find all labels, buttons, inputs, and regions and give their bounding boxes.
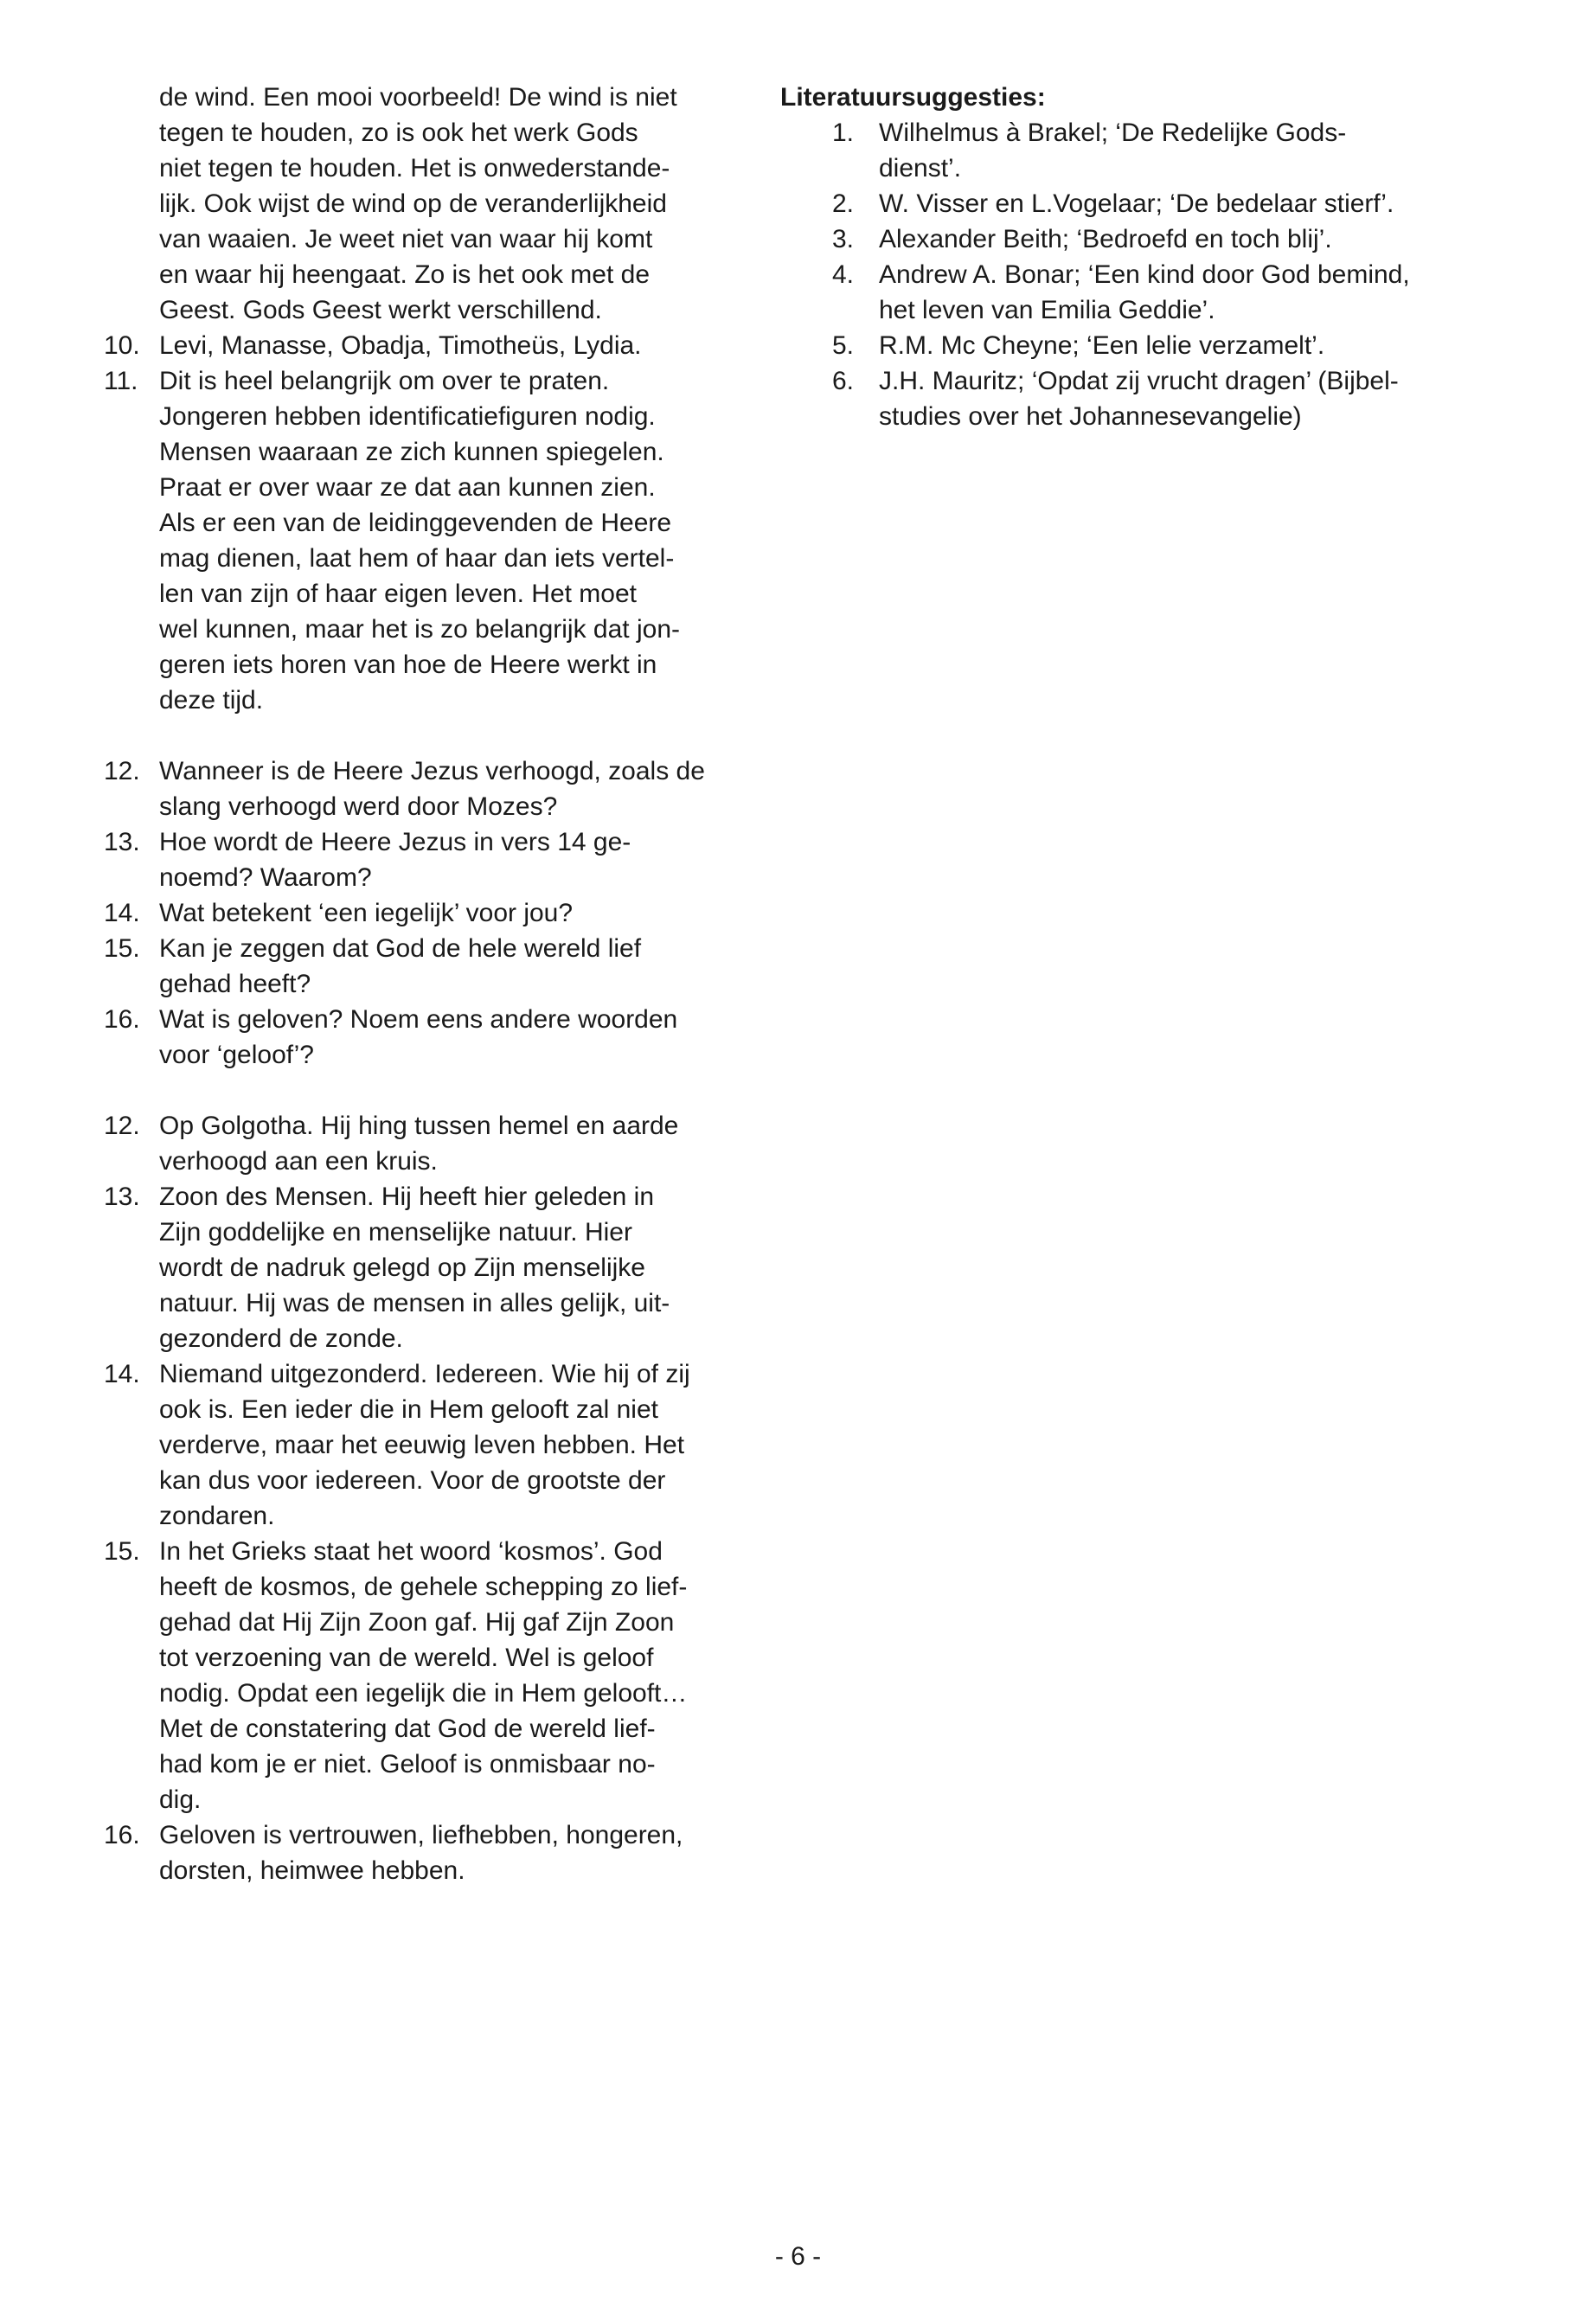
item-text: dienst’. (879, 154, 962, 183)
item-number: 15. (104, 1537, 140, 1566)
text-line (104, 1427, 761, 1463)
text-line (104, 1747, 761, 1782)
item-text: gehad heeft? (159, 970, 311, 998)
section-block (104, 1108, 761, 1888)
item-text: Praat er over waar ze dat aan kunnen zien. (159, 473, 656, 502)
text-line (104, 1534, 761, 1569)
text-line (104, 1250, 761, 1285)
item-text: Levi, Manasse, Obadja, Timotheüs, Lydia. (159, 331, 642, 360)
item-text: noemd? Waarom? (159, 863, 372, 892)
item-text: nodig. Opdat een iegelijk die in Hem gelooft… (159, 1679, 688, 1708)
item-number: 12. (104, 757, 140, 785)
text-line (780, 115, 1524, 151)
item-number: 4. (832, 260, 855, 289)
text-line (104, 1215, 761, 1250)
item-number: 14. (104, 899, 140, 927)
item-number: 16. (104, 1821, 140, 1849)
item-text: ook is. Een ieder die in Hem gelooft zal niet (159, 1395, 658, 1424)
text-line (104, 753, 761, 789)
list-item (104, 1356, 761, 1534)
text-line (104, 1002, 761, 1037)
item-text: J.H. Mauritz; ‘Opdat zij vrucht dragen’ (Bijbel- (879, 367, 1399, 395)
item-text: het leven van Emilia Geddie’. (879, 296, 1215, 324)
item-text: Kan je zeggen dat God de hele wereld lief (159, 934, 642, 963)
text-line (104, 1321, 761, 1356)
item-number: 2. (832, 189, 855, 218)
literature-heading: Literatuursuggesties: (780, 83, 1046, 112)
text-line (780, 328, 1524, 363)
text-line (104, 541, 761, 576)
item-text: kan dus voor iedereen. Voor de grootste der (159, 1466, 666, 1495)
text-line (104, 1179, 761, 1215)
list-item (104, 1817, 761, 1888)
item-number: 1. (832, 119, 855, 147)
spacer (104, 1073, 761, 1108)
item-text: had kom je er niet. Geloof is onmisbaar no- (159, 1750, 656, 1779)
item-text: deze tijd. (159, 686, 264, 715)
item-number: 14. (104, 1360, 140, 1388)
text-line (780, 257, 1524, 292)
item-text: gezonderd de zonde. (159, 1324, 403, 1353)
item-number: 16. (104, 1005, 140, 1034)
text-line (104, 1569, 761, 1605)
item-text: geren iets horen van hoe de Heere werkt in (159, 651, 657, 679)
text-line (104, 470, 761, 505)
text-line (104, 612, 761, 647)
item-text: In het Grieks staat het woord ‘kosmos’. God (159, 1537, 663, 1566)
text-line (104, 1498, 761, 1534)
item-text: en waar hij heengaat. Zo is het ook met de (159, 260, 651, 289)
list-item (104, 1534, 761, 1817)
list-item (780, 257, 1524, 328)
list-item (104, 895, 761, 931)
text-line (104, 1711, 761, 1747)
text-line (104, 186, 761, 221)
text-line (104, 292, 761, 328)
left-column (104, 80, 761, 1888)
text-line (104, 860, 761, 895)
item-text: slang verhoogd werd door Mozes? (159, 792, 558, 821)
text-line (104, 1356, 761, 1392)
item-text: tegen te houden, zo is ook het werk Gods (159, 119, 638, 147)
item-text: Geest. Gods Geest werkt verschillend. (159, 296, 602, 324)
item-text: Alexander Beith; ‘Bedroefd en toch blij’. (879, 225, 1332, 253)
list-item (104, 824, 761, 895)
item-text: dorsten, heimwee hebben. (159, 1856, 465, 1885)
text-line (780, 221, 1524, 257)
item-text: Hoe wordt de Heere Jezus in vers 14 ge- (159, 828, 631, 856)
item-text: Wilhelmus à Brakel; ‘De Redelijke Gods- (879, 119, 1347, 147)
text-line (104, 1144, 761, 1179)
list-item (780, 221, 1524, 257)
list-item (780, 363, 1524, 434)
text-line (104, 434, 761, 470)
text-line (104, 1853, 761, 1888)
item-text: niet tegen te houden. Het is onwederstande- (159, 154, 670, 183)
text-line (104, 931, 761, 966)
list-item (104, 328, 761, 363)
text-line (104, 1392, 761, 1427)
text-line (104, 80, 761, 115)
spacer (104, 718, 761, 753)
text-line (104, 221, 761, 257)
item-number: 3. (832, 225, 855, 253)
item-text: Wat is geloven? Noem eens andere woorden (159, 1005, 678, 1034)
list-item (104, 80, 761, 328)
item-text: natuur. Hij was de mensen in alles gelijk, uit- (159, 1289, 670, 1317)
item-text: wordt de nadruk gelegd op Zijn menselijke (159, 1253, 645, 1282)
text-line (780, 292, 1524, 328)
text-line (104, 683, 761, 718)
text-line (780, 186, 1524, 221)
text-line (104, 151, 761, 186)
item-number: 13. (104, 1183, 140, 1211)
item-text: Niemand uitgezonderd. Iedereen. Wie hij of zij (159, 1360, 690, 1388)
section-block (104, 80, 761, 718)
item-text: R.M. Mc Cheyne; ‘Een lelie verzamelt’. (879, 331, 1325, 360)
list-item (104, 1002, 761, 1073)
list-item (780, 186, 1524, 221)
item-text: van waaien. Je weet niet van waar hij komt (159, 225, 653, 253)
item-text: heeft de kosmos, de gehele schepping zo lief- (159, 1573, 688, 1601)
text-line (104, 1782, 761, 1817)
item-text: W. Visser en L.Vogelaar; ‘De bedelaar stierf’. (879, 189, 1394, 218)
item-number: 12. (104, 1112, 140, 1140)
item-text: Wanneer is de Heere Jezus verhoogd, zoals de (159, 757, 705, 785)
item-text: Met de constatering dat God de wereld lief- (159, 1715, 656, 1743)
list-item (780, 115, 1524, 186)
text-line (104, 1285, 761, 1321)
item-text: Als er een van de leidinggevenden de Heere (159, 509, 672, 537)
list-item (104, 363, 761, 718)
item-text: Andrew A. Bonar; ‘Een kind door God bemind, (879, 260, 1410, 289)
text-line (104, 895, 761, 931)
item-text: voor ‘geloof’? (159, 1041, 314, 1069)
right-column (780, 80, 1524, 434)
item-text: Zijn goddelijke en menselijke natuur. Hier (159, 1218, 632, 1247)
item-text: lijk. Ook wijst de wind op de veranderlijkheid (159, 189, 667, 218)
item-text: wel kunnen, maar het is zo belangrijk dat jon- (159, 615, 680, 644)
list-item (104, 1179, 761, 1356)
text-line (104, 505, 761, 541)
item-text: studies over het Johannesevangelie) (879, 402, 1302, 431)
text-line (104, 789, 761, 824)
item-text: de wind. Een mooi voorbeeld! De wind is niet (159, 83, 677, 112)
page-number: - 6 - (774, 2242, 822, 2271)
text-line (104, 1463, 761, 1498)
text-line (104, 257, 761, 292)
item-text: dig. (159, 1785, 202, 1814)
item-text: tot verzoening van de wereld. Wel is geloof (159, 1644, 654, 1672)
item-number: 11. (104, 367, 138, 395)
item-text: Geloven is vertrouwen, liefhebben, hongeren, (159, 1821, 683, 1849)
item-text: Zoon des Mensen. Hij heeft hier geleden in (159, 1183, 655, 1211)
item-text: zondaren. (159, 1502, 275, 1530)
item-text: verderve, maar het eeuwig leven hebben. Het (159, 1431, 685, 1459)
text-line (780, 399, 1524, 434)
text-line (104, 824, 761, 860)
text-line (104, 1817, 761, 1853)
section-block (104, 753, 761, 1073)
text-line (104, 576, 761, 612)
item-text: len van zijn of haar eigen leven. Het moet (159, 580, 637, 608)
item-text: verhoogd aan een kruis. (159, 1147, 438, 1176)
text-line (104, 363, 761, 399)
item-text: Jongeren hebben identificatiefiguren nodig. (159, 402, 656, 431)
item-number: 10. (104, 331, 140, 360)
list-item (104, 1108, 761, 1179)
item-number: 6. (832, 367, 855, 395)
item-text: Mensen waaraan ze zich kunnen spiegelen. (159, 438, 664, 466)
text-line (104, 647, 761, 683)
list-item (780, 328, 1524, 363)
list-item (104, 753, 761, 824)
item-number: 13. (104, 828, 140, 856)
text-line (104, 1676, 761, 1711)
item-text: gehad dat Hij Zijn Zoon gaf. Hij gaf Zijn Zoon (159, 1608, 675, 1637)
item-text: Dit is heel belangrijk om over te praten. (159, 367, 610, 395)
text-line (104, 1605, 761, 1640)
text-line (780, 151, 1524, 186)
list-item (104, 931, 761, 1002)
text-line (104, 966, 761, 1002)
text-line (104, 399, 761, 434)
item-number: 5. (832, 331, 855, 360)
text-line (104, 1640, 761, 1676)
item-text: Op Golgotha. Hij hing tussen hemel en aarde (159, 1112, 679, 1140)
text-line (104, 1037, 761, 1073)
item-number: 15. (104, 934, 140, 963)
text-line (104, 115, 761, 151)
item-text: mag dienen, laat hem of haar dan iets vertel- (159, 544, 675, 573)
text-line (780, 363, 1524, 399)
item-text: Wat betekent ‘een iegelijk’ voor jou? (159, 899, 574, 927)
text-line (104, 328, 761, 363)
text-line (104, 1108, 761, 1144)
